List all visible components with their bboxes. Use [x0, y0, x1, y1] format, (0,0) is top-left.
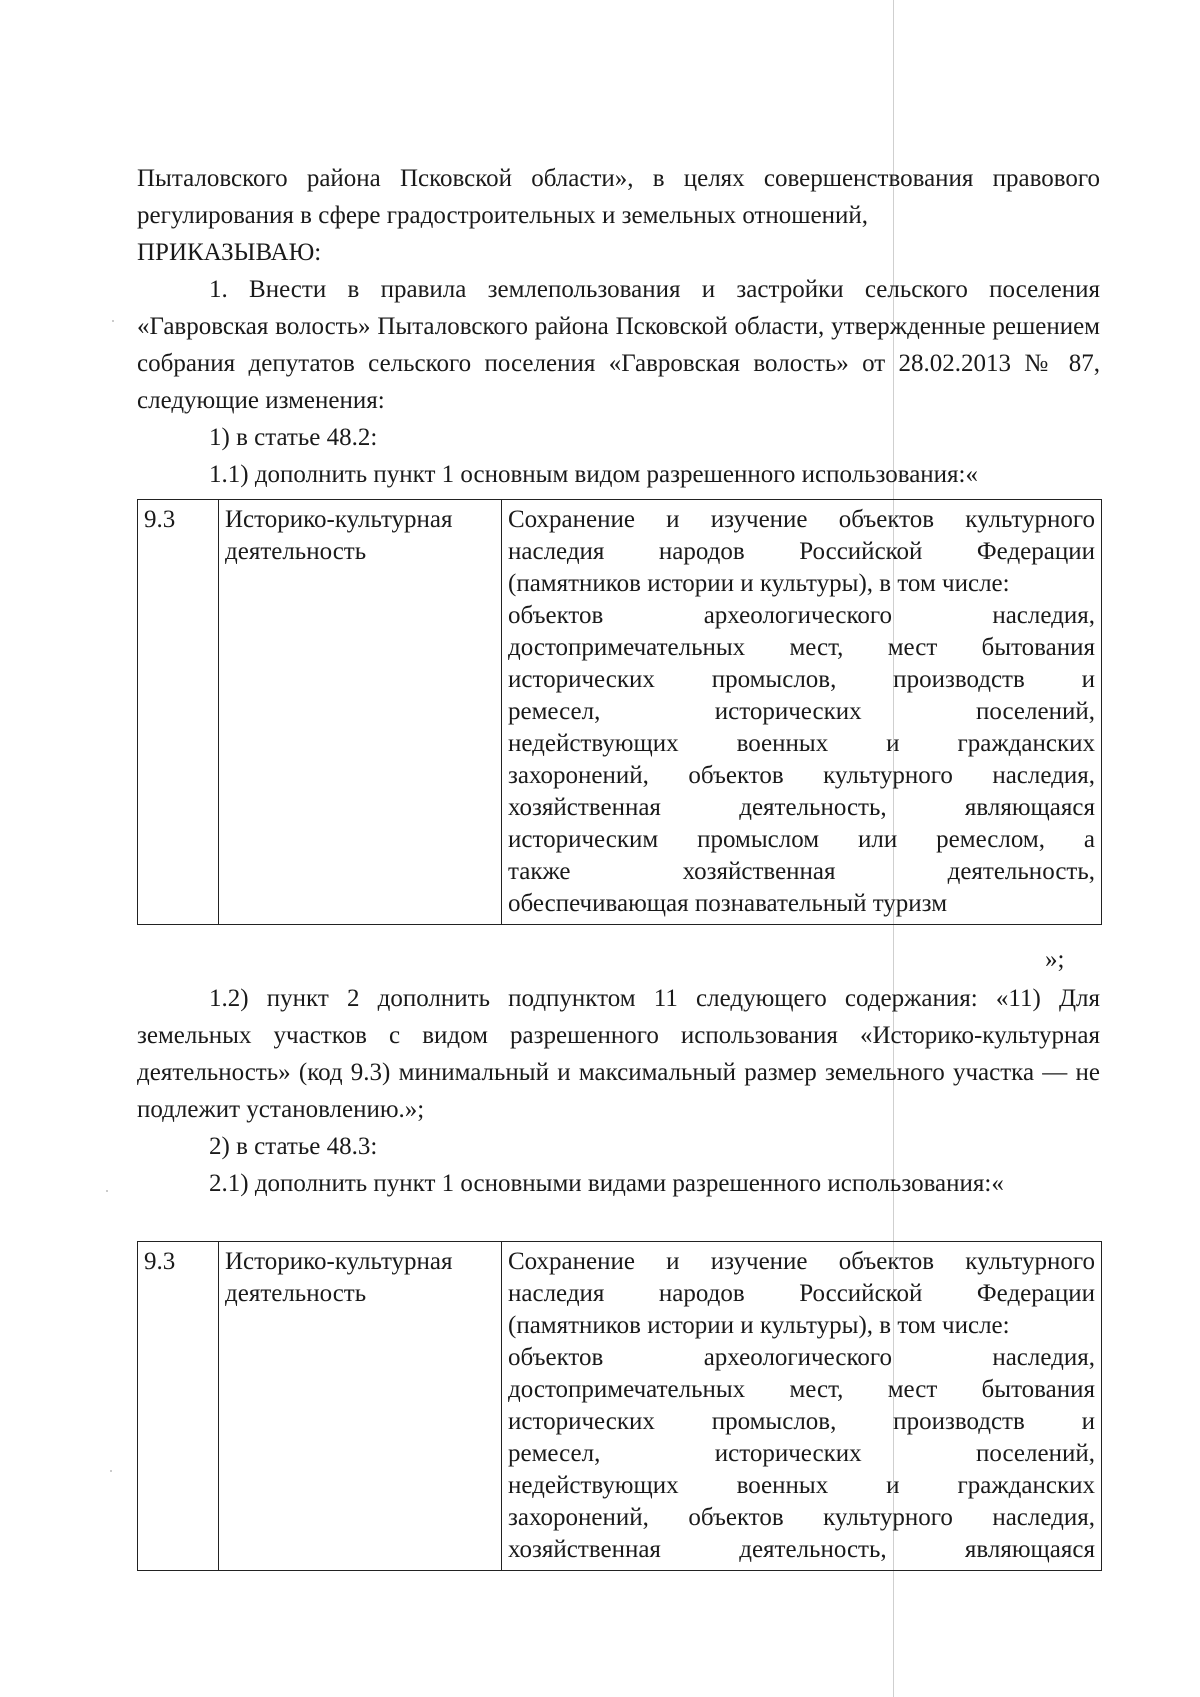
description-line: Сохранение и изучение объектов культурного — [508, 1248, 1095, 1275]
item-1: 1. Внести в правила землепользования и застройки сельского поселения «Гавровская волость» Пыталовского района Псковской области, утвержденные решением собрания депутатов сельского поселения «Гавровская волость» от 28.02.2013 № 87, следующие изменения: — [137, 276, 1100, 414]
table-cell-code: 9.3 — [138, 1242, 219, 1571]
item-1-1-1: 1.1) дополнить пункт 1 основным видом разрешенного использования:« — [209, 461, 979, 488]
description-line: обеспечивающая познавательный туризм — [508, 890, 948, 917]
closing-quote: »; — [1045, 946, 1065, 973]
description-line: исторических промыслов, производств и — [508, 1408, 1095, 1435]
description-line: (памятников истории и культуры), в том числе: — [508, 570, 1010, 597]
description-line: Сохранение и изучение объектов культурного — [508, 506, 1095, 533]
item-1-1: 1) в статье 48.2: — [209, 424, 378, 451]
table-land-use-2 — [137, 1241, 1102, 1571]
description-line: хозяйственная деятельность, являющаяся — [508, 1536, 1095, 1563]
item-2: 2) в статье 48.3: — [209, 1133, 378, 1160]
table-land-use-1 — [137, 499, 1102, 925]
description-line: достопримечательных мест, мест бытования — [508, 634, 1095, 661]
description-line: ремесел, исторических поселений, — [508, 698, 1095, 725]
table-cell-code: 9.3 — [138, 500, 219, 925]
description-line: недействующих военных и гражданских — [508, 730, 1095, 757]
table-row — [138, 500, 1102, 925]
table-cell-name: Историко-культурная деятельность — [219, 1242, 502, 1571]
scan-speck — [106, 1190, 108, 1192]
table-cell-description — [502, 500, 1102, 925]
table-cell-name: Историко-культурная деятельность — [219, 500, 502, 925]
description-line: (памятников истории и культуры), в том числе: — [508, 1312, 1010, 1339]
description-line: историческим промыслом или ремеслом, а — [508, 826, 1095, 853]
description-line: захоронений, объектов культурного наследия, — [508, 762, 1095, 789]
description-line: ремесел, исторических поселений, — [508, 1440, 1095, 1467]
description-line: достопримечательных мест, мест бытования — [508, 1376, 1095, 1403]
description-line: исторических промыслов, производств и — [508, 666, 1095, 693]
item-2-1: 2.1) дополнить пункт 1 основными видами разрешенного использования:« — [209, 1170, 1004, 1197]
table-row — [138, 1242, 1102, 1571]
description-line: также хозяйственная деятельность, — [508, 858, 1095, 885]
description-line: объектов археологического наследия, — [508, 602, 1095, 629]
description-line: наследия народов Российской Федерации — [508, 538, 1095, 565]
description-line: наследия народов Российской Федерации — [508, 1280, 1095, 1307]
table-cell-description — [502, 1242, 1102, 1571]
description-line: хозяйственная деятельность, являющаяся — [508, 794, 1095, 821]
item-1-2: 1.2) пункт 2 дополнить подпунктом 11 следующего содержания: «11) Для земельных участков с видом разрешенного использования «Историко-культурная деятельность» (код 9.3) минимальный и максимальный размер земельного участка — не подлежит установлению.»; — [137, 985, 1100, 1123]
description-line: недействующих военных и гражданских — [508, 1472, 1095, 1499]
order-word: ПРИКАЗЫВАЮ: — [137, 239, 322, 266]
scan-speck — [112, 320, 114, 322]
description-line: объектов археологического наследия, — [508, 1344, 1095, 1371]
intro-paragraph: Пыталовского района Псковской области», в целях совершенствования правового регулирования в сфере градостроительных и земельных отношений, — [137, 165, 1100, 229]
scan-speck — [110, 1470, 112, 1472]
description-line: захоронений, объектов культурного наследия, — [508, 1504, 1095, 1531]
